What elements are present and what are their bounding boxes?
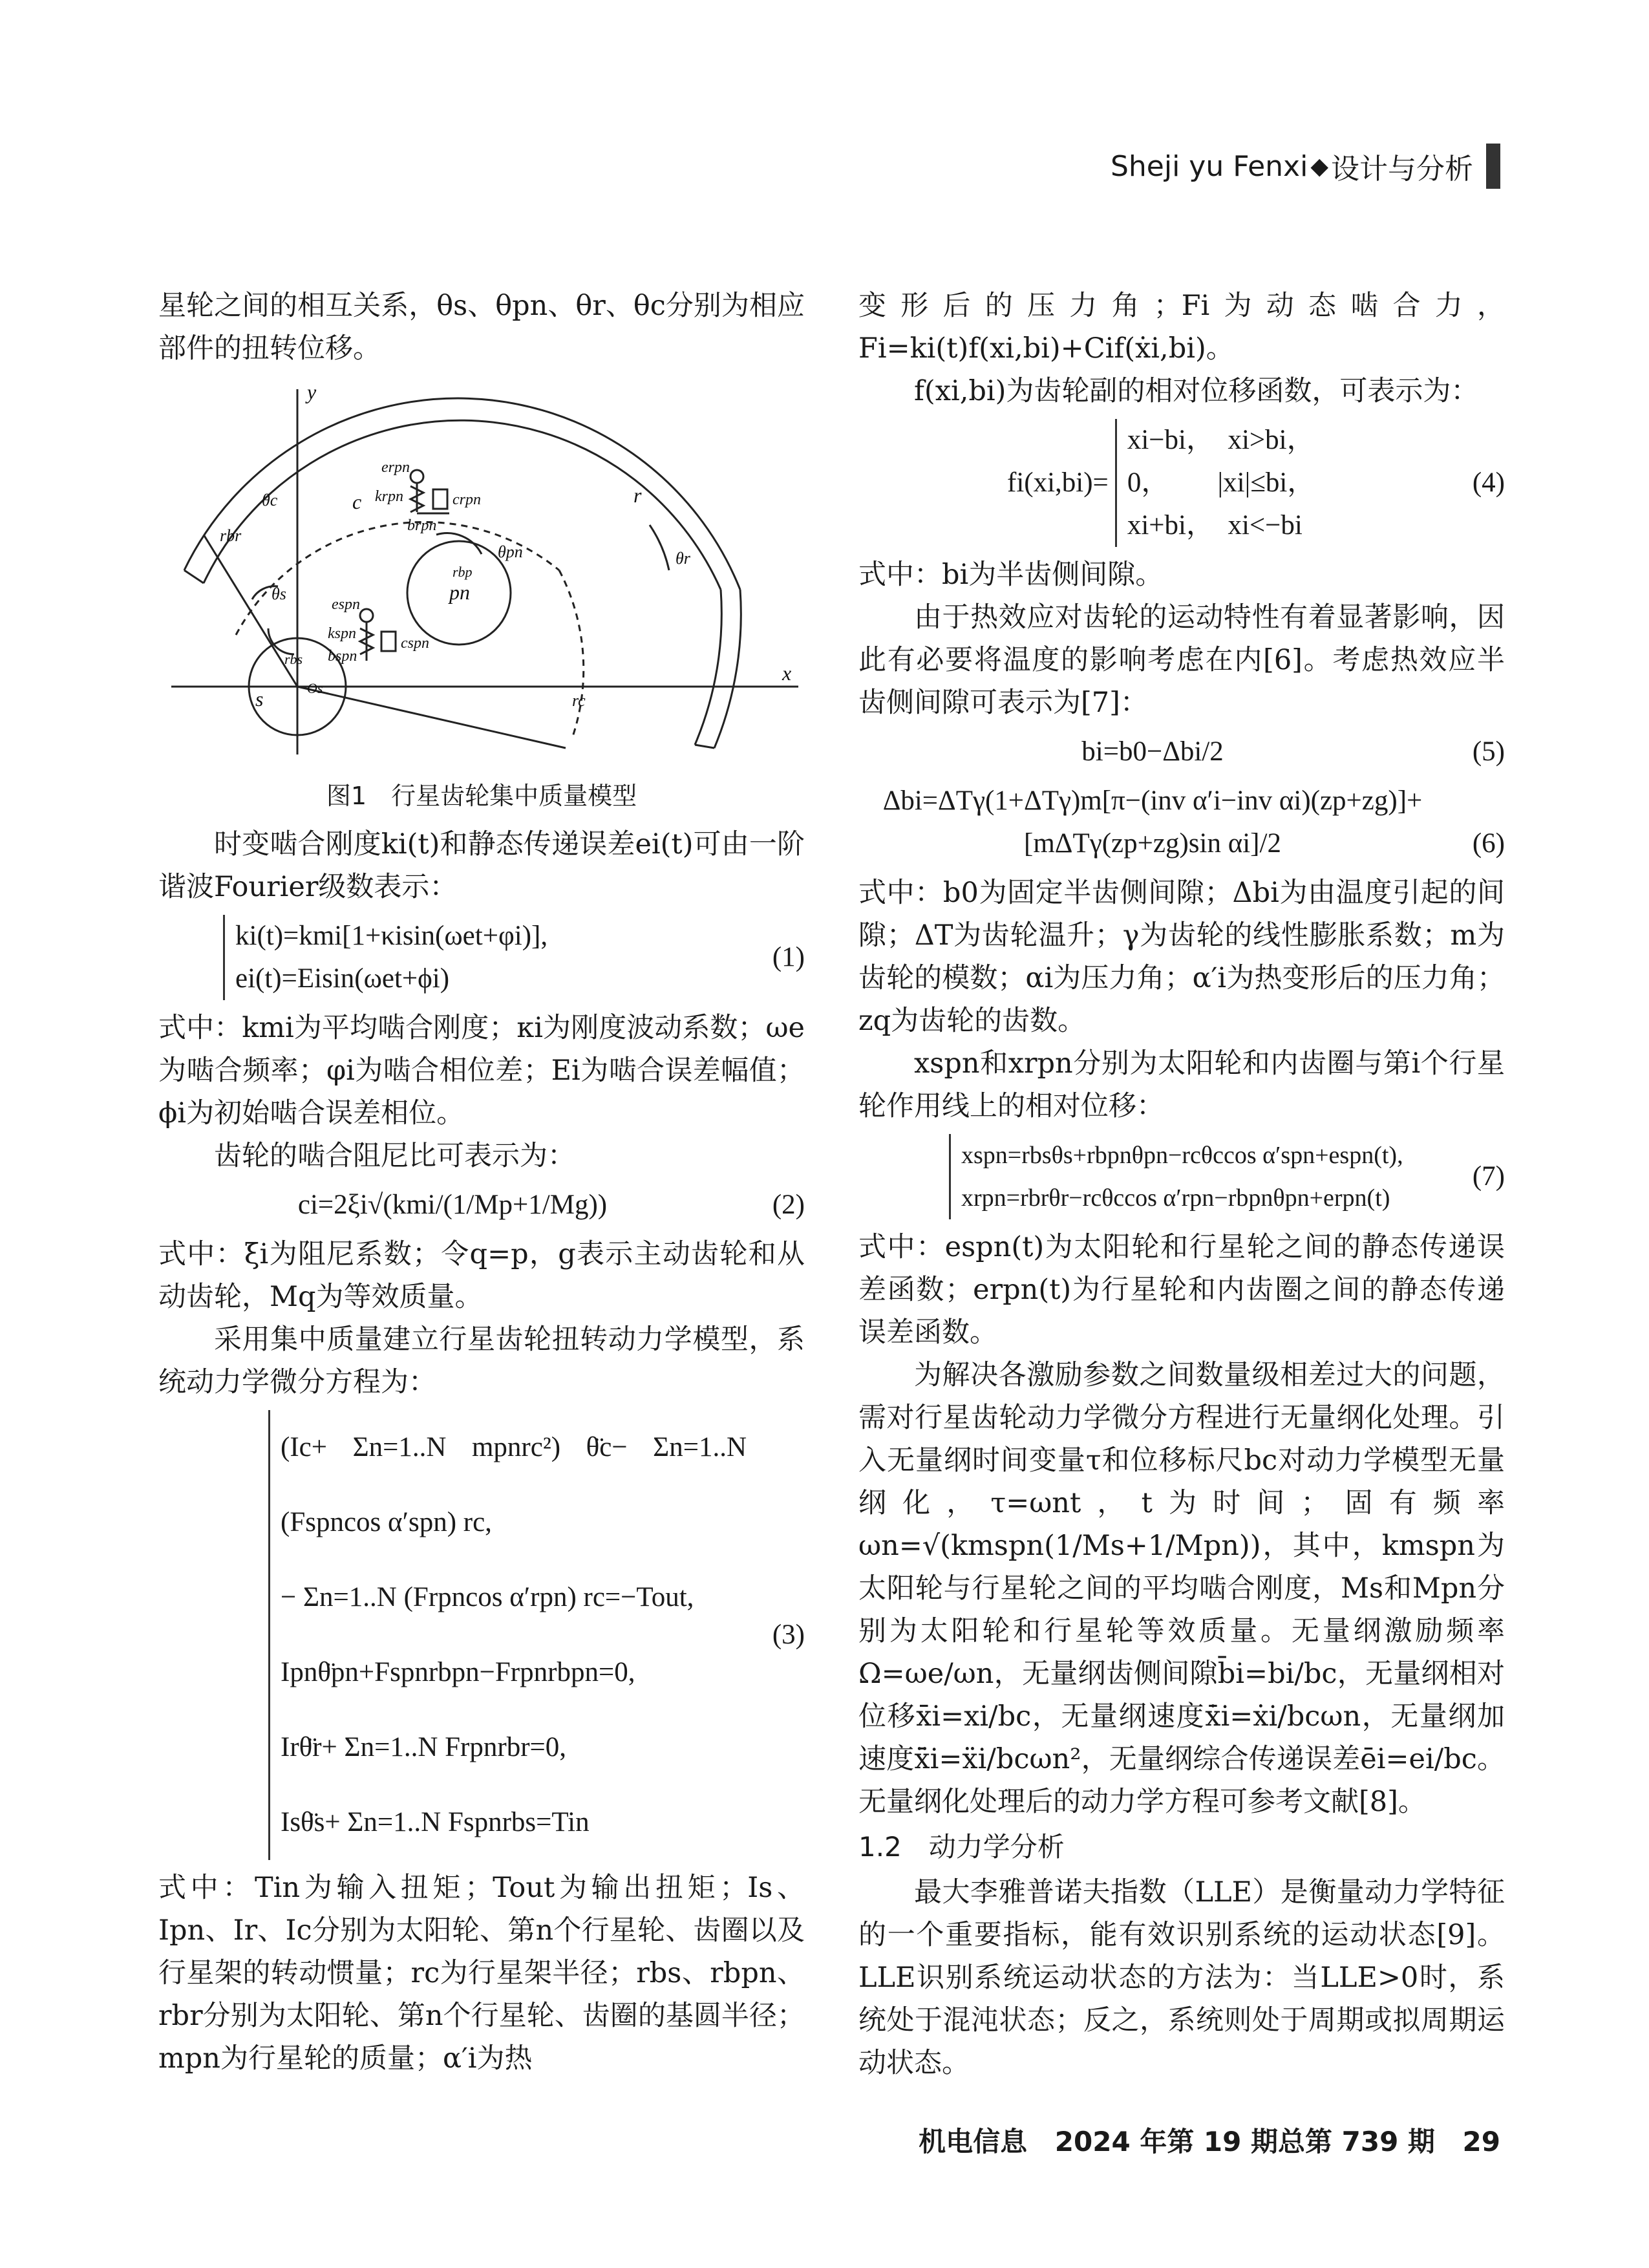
- fig-label-o-s: Os: [307, 680, 323, 696]
- header-diamond-icon: ◆: [1310, 153, 1328, 180]
- right-p1: 变形后的压力角；Fi为动态啮合力，Fi=ki(t)f(xi,bi)+Cif(ẋi,bi)。: [858, 290, 1505, 365]
- eq2-body: ci=2ξi√(kmi/(1/Mp+1/Mg)): [297, 1190, 608, 1220]
- right-p3: 式中：bi为半齿侧间隙。: [858, 559, 1164, 591]
- equation-2: [158, 1184, 805, 1226]
- left-column: [158, 284, 805, 2080]
- eq6-line-b: [mΔTγ(zp+zg)sin αi]/2: [1024, 828, 1281, 859]
- eq7-line-b: xrpn=rbrθr−rcθccos α′rpn−rbpnθpn+erpn(t): [961, 1184, 1390, 1212]
- fig-label-pn: pn: [449, 581, 470, 604]
- eq1-line-a: ki(t)=kmi[1+κisin(ωet+φi)],: [235, 921, 548, 951]
- right-column: [858, 284, 1505, 2084]
- header-bar: [1486, 144, 1500, 189]
- left-p7: 式中：Tin为输入扭矩；Tout为输出扭矩；Is、Ipn、Ir、Ic分别为太阳轮、第n个行星轮、齿圈以及行星架的转动惯量；rc为行星架半径；rbs、rbpn、rbr分别为太阳轮、第n个行星轮、齿圈的基圆半径；mpn为行星轮的质量；α′i为热: [158, 1872, 805, 2075]
- fig-label-r-br: rbr: [220, 526, 242, 545]
- right-p2: f(xi,bi)为齿轮副的相对位移函数，可表示为：: [914, 375, 1479, 407]
- eq4-case-a: xi−bi， xi>bi，: [1127, 425, 1315, 455]
- equation-1: [158, 915, 805, 1000]
- eq3-line-e: Isθ̈s+ Σn=1..N Fspnrbs=Tin: [281, 1807, 590, 1837]
- running-header: [1111, 144, 1500, 189]
- fig-label-e-rpn: erpn: [381, 459, 410, 476]
- section-heading-1-2: 1.2 动力学分析: [858, 1831, 1065, 1863]
- left-p2: 时变啮合刚度ki(t)和静态传递误差ei(t)可由一阶谐波Fourier级数表示：: [158, 828, 805, 903]
- equation-3: [158, 1410, 805, 1860]
- footer-journal: 机电信息: [919, 2126, 1028, 2157]
- eq4-case-b: 0， |xi|≤bi，: [1127, 467, 1315, 498]
- eq1-number: (1): [772, 942, 805, 972]
- equation-4: [858, 419, 1505, 547]
- figure-caption: 图1 行星齿轮集中质量模型: [326, 782, 637, 810]
- fig-label-theta-s: θs: [271, 584, 286, 603]
- planetary-gear-figure: [158, 376, 805, 758]
- right-p5: 式中：b0为固定半齿侧间隙；Δbi为由温度引起的间隙；ΔT为齿轮温升；γ为齿轮的线性膨胀系数；m为齿轮的模数；αi为压力角；α′i为热变形后的压力角；zq为齿轮的齿数。: [858, 877, 1505, 1037]
- eq3-number: (3): [772, 1620, 805, 1650]
- left-p1: 星轮之间的相互关系，θs、θpn、θr、θc分别为相应部件的扭转位移。: [158, 290, 805, 365]
- eq5-number: (5): [1472, 736, 1505, 767]
- header-pinyin: Sheji yu Fenxi: [1110, 149, 1308, 183]
- eq3-line-a: (Ic+ Σn=1..N mpnrc²) θ̈c− Σn=1..N (Fspncos α′spn) rc,: [281, 1432, 747, 1537]
- left-p3: 式中：kmi为平均啮合刚度；κi为刚度波动系数；ωe为啮合频率；φi为啮合相位差；Ei为啮合误差幅值；ϕi为初始啮合误差相位。: [158, 1012, 805, 1129]
- left-p5: 式中：ξi为阻尼系数；令q=p，g表示主动齿轮和从动齿轮，Mq为等效质量。: [158, 1238, 805, 1313]
- footer-issue: 2024 年第 19 期总第 739 期: [1054, 2126, 1435, 2157]
- fig-label-b-rpn: brpn: [407, 517, 437, 534]
- eq1-line-b: ei(t)=Eisin(ωet+ϕi): [235, 963, 450, 994]
- right-p9: 最大李雅普诺夫指数（LLE）是衡量动力学特征的一个重要指标，能有效识别系统的运动状态[9]。LLE识别系统运动状态的方法为：当LLE>0时，系统处于混沌状态；反之，系统则处于周期或拟周期运动状态。: [858, 1876, 1505, 2079]
- fig-label-y: y: [307, 380, 317, 403]
- fig-label-r-bs: rbs: [284, 651, 303, 667]
- fig-label-b-spn: bspn: [328, 648, 357, 665]
- eq3-line-b: − Σn=1..N (Frpncos α′rpn) rc=−Tout,: [281, 1582, 694, 1612]
- eq2-number: (2): [772, 1190, 805, 1220]
- equation-5: [858, 731, 1505, 773]
- eq3-line-d: Irθ̈r+ Σn=1..N Frpnrbr=0,: [281, 1732, 567, 1762]
- left-p6: 采用集中质量建立行星齿轮扭转动力学模型，系统动力学微分方程为：: [158, 1323, 805, 1398]
- eq3-line-c: Ipnθ̈pn+Fspnrbpn−Frpnrbpn=0,: [281, 1657, 635, 1687]
- right-p4: 由于热效应对齿轮的运动特性有着显著影响，因此有必要将温度的影响考虑在内[6]。考虑热效应半齿侧间隙可表示为[7]：: [858, 601, 1505, 719]
- fig-label-c-spn: cspn: [401, 635, 429, 652]
- header-section: 设计与分析: [1331, 153, 1473, 186]
- fig-label-theta-c: θc: [262, 491, 278, 509]
- eq7-line-a: xspn=rbsθs+rbpnθpn−rcθccos α′spn+espn(t),: [961, 1142, 1403, 1169]
- fig-label-theta-pn: θpn: [498, 542, 523, 561]
- fig-label-r-c: rc: [572, 691, 586, 710]
- eq7-number: (7): [1472, 1161, 1505, 1192]
- fig-label-x: x: [782, 661, 792, 685]
- fig-label-r-bp: rbp: [452, 564, 473, 580]
- eq6-line-a: Δbi=ΔTγ(1+ΔTγ)m[π−(inv α′i−inv αi)(zp+zg)]+: [882, 786, 1423, 816]
- page-number: 29: [1462, 2126, 1500, 2157]
- fig-label-theta-r: θr: [676, 549, 690, 568]
- fig-label-c-rpn: crpn: [452, 491, 481, 508]
- eq4-number: (4): [1472, 467, 1505, 498]
- fig-label-k-spn: kspn: [328, 625, 356, 642]
- eq4-lhs: fi(xi,bi)=: [1007, 467, 1109, 498]
- fig-label-e-spn: espn: [332, 596, 360, 613]
- fig-label-s: s: [255, 687, 264, 711]
- left-p4: 齿轮的啮合阻尼比可表示为：: [214, 1140, 575, 1172]
- equation-6: [858, 780, 1505, 865]
- right-p8: 为解决各激励参数之间数量级相差过大的问题，需对行星齿轮动力学微分方程进行无量纲化处理。引入无量纲时间变量τ和位移标尺bc对动力学模型无量纲化，τ=ωnt，t为时间；固有频率ωn=√(kmspn(1/Ms+1/Mpn))，其中，kmspn为太阳轮与行星轮之间的平均啮合刚度，Ms和Mpn分别为太阳轮和行星轮等效质量。无量纲激励频率Ω=ωe/ωn，无量纲齿侧间隙b̄i=bi/bc，无量纲相对位移x̄i=xi/bc，无量纲速度x̄̇i=ẋi/bcωn，无量纲加速度x̄̈i=ẍi/bcωn²，无量纲综合传递误差ēi=ei/bc。无量纲化处理后的动力学方程可参考文献[8]。: [858, 1359, 1505, 1818]
- right-p7: 式中：espn(t)为太阳轮和行星轮之间的静态传递误差函数；erpn(t)为行星轮和内齿圈之间的静态传递误差函数。: [858, 1231, 1505, 1349]
- eq6-number: (6): [1472, 828, 1505, 859]
- fig-label-r: r: [633, 484, 642, 507]
- fig-label-k-rpn: krpn: [375, 488, 403, 505]
- fig-label-c: c: [352, 490, 362, 513]
- eq4-case-c: xi+bi， xi<−bi: [1127, 510, 1303, 540]
- right-p6: xspn和xrpn分别为太阳轮和内齿圈与第i个行星轮作用线上的相对位移：: [858, 1047, 1505, 1122]
- page-footer: [919, 2121, 1500, 2159]
- eq5-body: bi=b0−Δbi/2: [1081, 736, 1224, 767]
- equation-7: [858, 1134, 1505, 1219]
